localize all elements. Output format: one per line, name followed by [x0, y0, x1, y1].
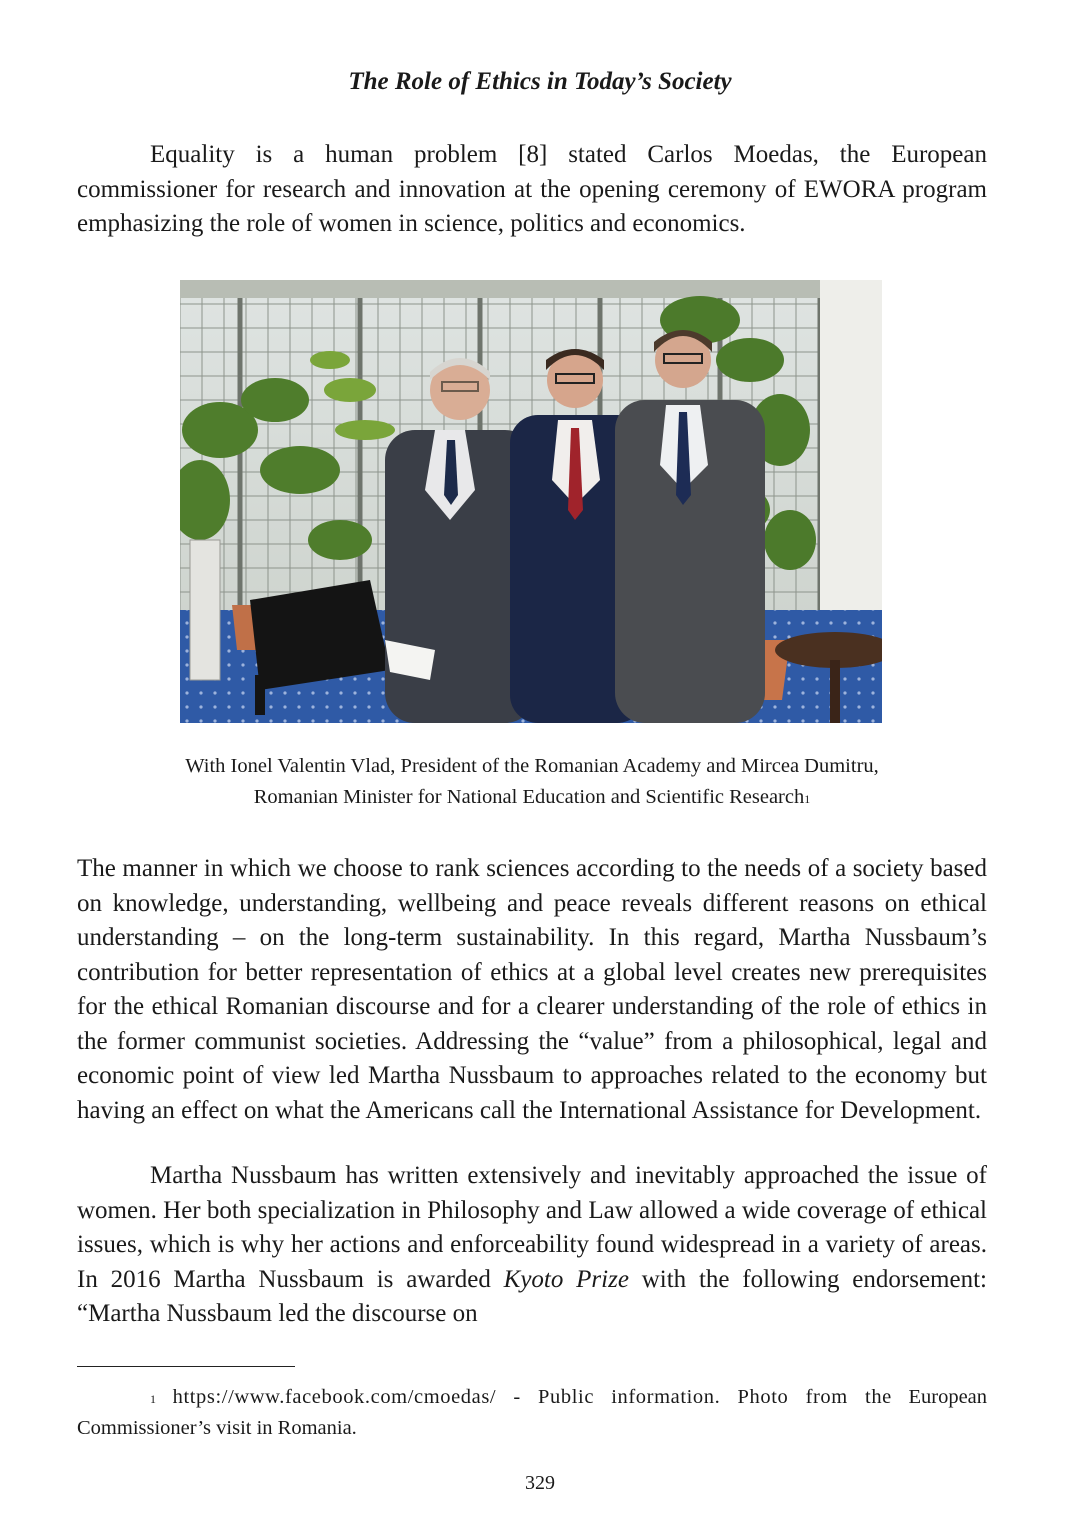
paragraph-3-end: with the following endorsement: “Martha Nussbaum led the discourse on [77, 1265, 987, 1327]
caption-line-2-text: Romanian Minister for National Education and Scientific Research [253, 786, 805, 808]
footnote-text-line-2: European Commissioner’s visit in Romania. [77, 1386, 988, 1439]
footnote-marker: 1 [150, 1392, 156, 1406]
running-title: The Role of Ethics in Today’s Society [348, 68, 732, 95]
paragraph-1: Equality is a human problem [8] stated Carlos Moedas, the European commissioner for research and innovation at the opening ceremony of EWORA program emphasizing the role of women in science, politics and economics. [77, 141, 987, 237]
paragraph-3-start: Martha Nussbaum has written extensively and inevitably approached the issue of women. Her both specialization in Philosophy and Law allowed a wide coverage of ethical issues, which is why her actions and enforceability found widespread in a variety of areas. In 2016 Martha Nussbaum is awarded [77, 1162, 987, 1293]
paragraph-2: The manner in which we choose to rank sciences according to the needs of a society based on knowledge, understanding, wellbeing and peace reveals different reasons on ethical understanding – on the long-term sustainability. In this regard, Martha Nussbaum’s contribution for better representation of ethics at a global level creates new prerequisites for the ethical Romanian discourse and for a clearer understanding of the role of ethics in the former communist societies. Addressing the “value” from a philosophical, legal and economic point of view led Martha Nussbaum to approaches related to the economy but having an effect on what the Americans call the International Assistance for Development. [77, 855, 987, 1124]
footnote-separator [77, 1366, 295, 1367]
footnote [77, 1382, 987, 1444]
page-number: 329 [525, 1472, 555, 1494]
kyoto-prize-italic: Kyoto Prize [503, 1265, 629, 1293]
figure-photo [180, 280, 882, 723]
figure-caption [77, 751, 987, 813]
paragraph-3 [77, 1159, 987, 1332]
caption-footnote-ref[interactable]: 1 [804, 792, 811, 806]
caption-line-2 [77, 782, 987, 813]
footnote-text-line-1: https://www.facebook.com/cmoedas/ - Public information. Photo from the [172, 1386, 892, 1408]
caption-line-1: With Ionel Valentin Vlad, President of the Romanian Academy and Mircea Dumitru, [185, 755, 879, 777]
